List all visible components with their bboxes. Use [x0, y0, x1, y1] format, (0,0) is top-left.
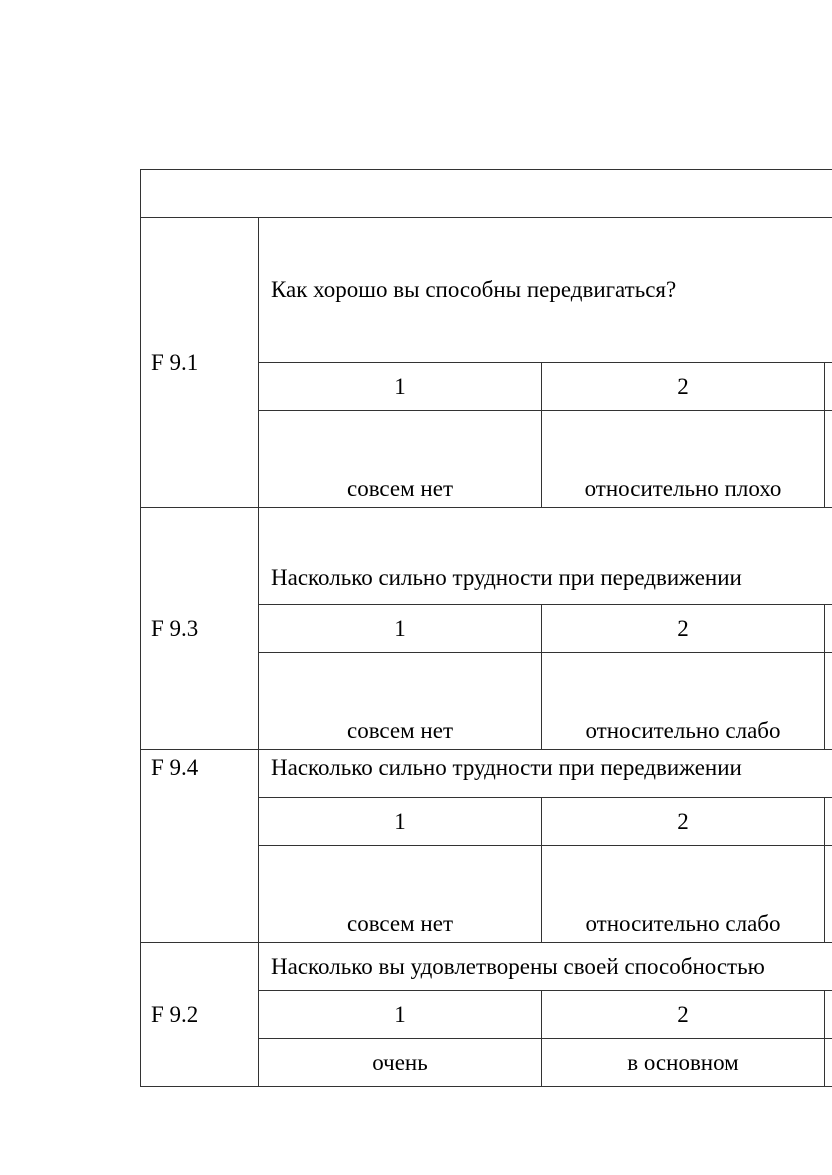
item-id: F 9.4 — [141, 750, 259, 943]
scale-label-cut — [825, 846, 832, 943]
scale-number: 1 — [259, 363, 542, 411]
item-id: F 9.2 — [141, 943, 259, 1087]
scale-label: совсем нет — [259, 411, 542, 508]
scale-number-cut — [825, 363, 832, 411]
scale-label-cut — [825, 653, 832, 750]
scale-label: совсем нет — [259, 653, 542, 750]
scale-label: относительно слабо — [542, 653, 825, 750]
scale-number: 2 — [542, 605, 825, 653]
scale-label-cut — [825, 1039, 832, 1087]
scale-number: 1 — [259, 798, 542, 846]
header-cell — [141, 170, 832, 218]
scale-number: 2 — [542, 991, 825, 1039]
table-row — [141, 218, 832, 363]
scale-label: относительно плохо — [542, 411, 825, 508]
questionnaire-table — [140, 169, 832, 1087]
scale-number-cut — [825, 605, 832, 653]
table-row — [141, 943, 832, 991]
scale-label: относительно слабо — [542, 846, 825, 943]
scale-number: 1 — [259, 605, 542, 653]
table-row — [141, 508, 832, 605]
scale-label: в основном — [542, 1039, 825, 1087]
scale-number-cut — [825, 798, 832, 846]
table-row — [141, 750, 832, 798]
question-text: Насколько сильно трудности при передвижении — [259, 750, 832, 798]
scale-label-cut — [825, 411, 832, 508]
question-text: Насколько сильно трудности при передвижении — [259, 508, 832, 605]
table-header-row — [141, 170, 832, 218]
item-id: F 9.1 — [141, 218, 259, 508]
scale-number: 2 — [542, 363, 825, 411]
scale-number: 1 — [259, 991, 542, 1039]
scale-number-cut — [825, 991, 832, 1039]
scale-number: 2 — [542, 798, 825, 846]
scale-label: совсем нет — [259, 846, 542, 943]
question-text: Как хорошо вы способны передвигаться? — [259, 218, 832, 363]
question-text: Насколько вы удовлетворены своей способностью — [259, 943, 832, 991]
scale-label: очень — [259, 1039, 542, 1087]
item-id: F 9.3 — [141, 508, 259, 750]
